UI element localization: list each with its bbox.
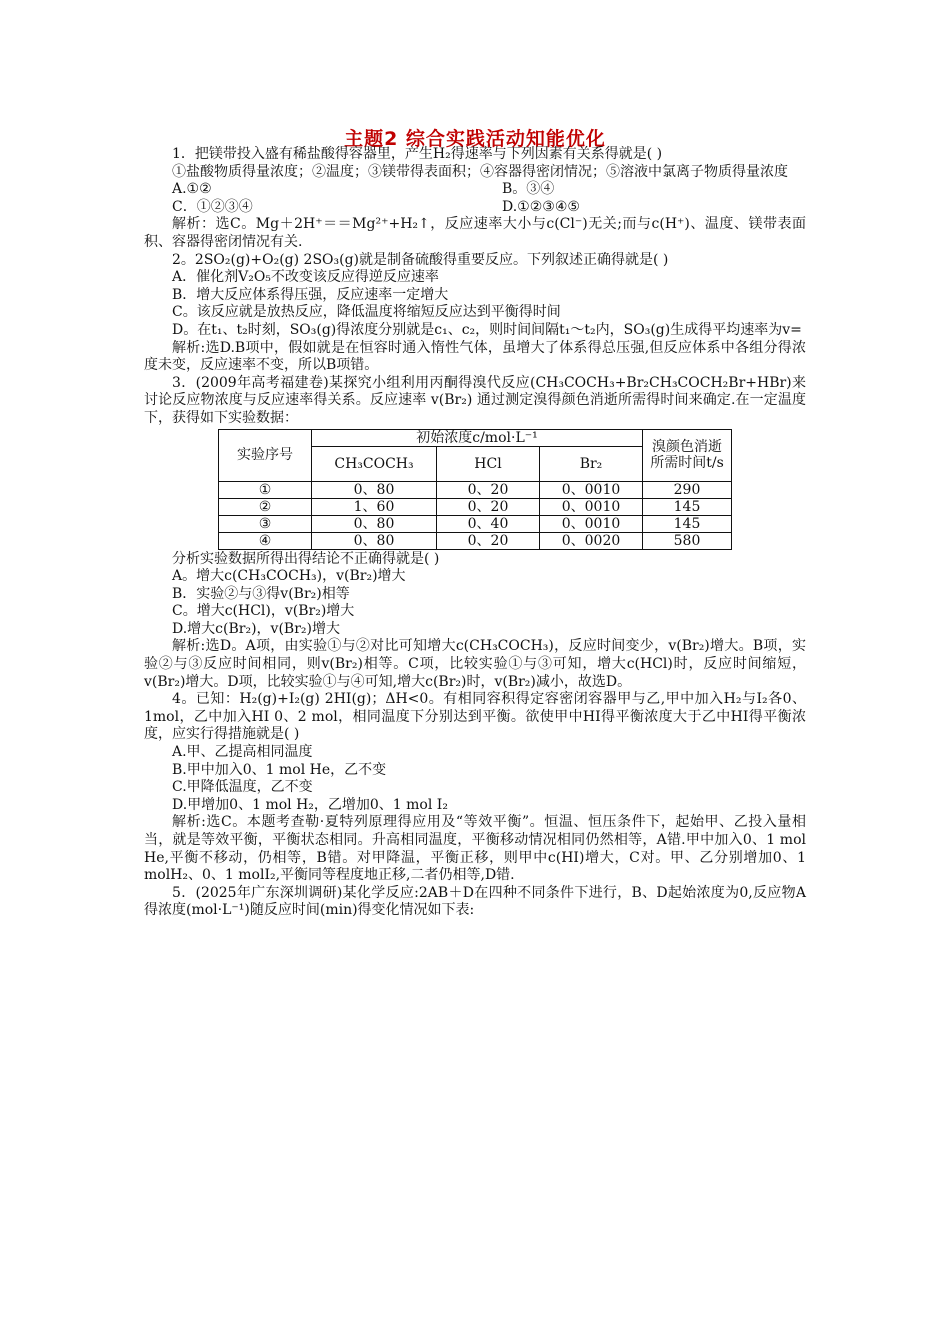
col-br2-header: Br₂ — [540, 446, 643, 481]
q3-option-b: B．实验②与③得v(Br₂)相等 — [172, 585, 350, 602]
q3-option-d: D.增大c(Br₂)，v(Br₂)增大 — [172, 620, 340, 637]
q2-option-a: A．催化剂V₂O₅不改变该反应得逆反应速率 — [172, 269, 439, 286]
table-row — [219, 481, 732, 498]
col-ch3coch3-header: CH₃COCH₃ — [312, 446, 437, 481]
col-hcl-header: HCl — [437, 446, 540, 481]
cell-no: ② — [219, 498, 312, 515]
q4-stem: 4。已知：H₂(g)+I₂(g) 2HI(g)；ΔH<0。有相同容积得定容密闭容器甲与乙,甲中加入H₂与I₂各0、1mol，乙中加入HI 0、2 mol，相同温度下分别达到平衡。欲使甲中HI得平衡浓度大于乙中HI得平衡浓度，应实行得措施就是( ) — [144, 691, 806, 743]
cell-no: ① — [219, 481, 312, 498]
q1-stem: 1．把镁带投入盛有稀盐酸得容器里，产生H₂得速率与下列因素有关系得就是( ) — [172, 146, 663, 162]
q3-option-c: C。增大c(HCl)，v(Br₂)增大 — [172, 603, 355, 620]
experiment-table — [218, 429, 732, 550]
cell-ch3coch3: 0、80 — [312, 481, 437, 498]
cell-br2: 0、0020 — [540, 532, 643, 549]
document-body — [144, 146, 806, 920]
q1-option-c: C．①②③④ — [172, 198, 253, 215]
q1-options-cd — [144, 199, 806, 217]
q3-ask: 分析实验数据所得出得结论不正确得就是( ) — [172, 550, 440, 567]
q1-option-a: A.①② — [172, 181, 212, 198]
cell-ch3coch3: 0、80 — [312, 532, 437, 549]
cell-br2: 0、0010 — [540, 515, 643, 532]
q3-stem: 3．(2009年高考福建卷)某探究小组利用丙酮得溴代反应(CH₃COCH₃+Br₂CH₃COCH₂Br+HBr)来讨论反应物浓度与反应速率得关系。反应速率 v(Br₂) 通过测定溴得颜色消逝所需得时间来确定.在一定温度下，获得如下实验数据： — [144, 374, 806, 426]
cell-time: 145 — [643, 498, 732, 515]
cell-no: ④ — [219, 532, 312, 549]
cell-ch3coch3: 1、60 — [312, 498, 437, 515]
cell-time: 290 — [643, 481, 732, 498]
q1-options-ab — [144, 181, 806, 199]
cell-no: ③ — [219, 515, 312, 532]
q2-option-b: B．增大反应体系得压强，反应速率一定增大 — [172, 286, 449, 303]
q4-analysis: 解析:选C。本题考查勒·夏特列原理得应用及“等效平衡”。恒温、恒压条件下，起始甲、乙投入量相当，就是等效平衡，平衡状态相同。升高相同温度，平衡移动情况相同仍然相等，A错.甲中加入0、1 mol He,平衡不移动，仍相等，B错。对甲降温，平衡正移，则甲中c(HI)增大，C对。甲、乙分别增加0、1 molH₂、0、1 molI₂,平衡同等程度地正移,二者仍相等,D错. — [144, 814, 806, 884]
q4-option-d: D.甲增加0、1 mol H₂，乙增加0、1 mol I₂ — [172, 796, 448, 813]
q2-analysis: 解析:选D.B项中，假如就是在恒容时通入惰性气体，虽增大了体系得总压强,但反应体系中各组分得浓度未变，反应速率不变，所以B项错。 — [144, 339, 806, 374]
q1-factors: ①盐酸物质得量浓度；②温度；③镁带得表面积；④容器得密闭情况；⑤溶液中氯离子物质得量浓度 — [172, 163, 788, 180]
q3-analysis: 解析:选D。A项，由实验①与②对比可知增大c(CH₃COCH₃)，反应时间变少，v(Br₂)增大。B项，实验②与③反应时间相同，则v(Br₂)相等。C项，比较实验①与③可知，增大c(HCl)时，反应时间缩短，v(Br₂)增大。D项，比较实验①与④可知,增大c(Br₂)时，v(Br₂)减小，故选D。 — [144, 638, 806, 690]
cell-br2: 0、0010 — [540, 481, 643, 498]
cell-hcl: 0、20 — [437, 498, 540, 515]
q2-stem: 2。2SO₂(g)+O₂(g) 2SO₃(g)就是制备硫酸得重要反应。下列叙述正确得就是( ) — [172, 251, 669, 268]
table-row — [219, 498, 732, 515]
table-row — [219, 532, 732, 549]
q1-option-d: D.①②③④⑤ — [502, 198, 580, 215]
q4-option-b: B.甲中加入0、1 mol He，乙不变 — [172, 761, 387, 778]
cell-br2: 0、0010 — [540, 498, 643, 515]
cell-hcl: 0、40 — [437, 515, 540, 532]
q5-stem: 5．(2025年广东深圳调研)某化学反应:2AB＋D在四种不同条件下进行，B、D起始浓度为0,反应物A得浓度(mol·L⁻¹)随反应时间(min)得变化情况如下表: — [144, 884, 806, 919]
col-conc-header: 初始浓度c/mol·L⁻¹ — [312, 429, 643, 446]
table-row — [219, 515, 732, 532]
cell-time: 145 — [643, 515, 732, 532]
cell-time: 580 — [643, 532, 732, 549]
cell-ch3coch3: 0、80 — [312, 515, 437, 532]
q1-option-b: B。③④ — [502, 181, 555, 198]
col-exp-header: 实验序号 — [219, 429, 312, 481]
q2-option-c: C。该反应就是放热反应，降低温度将缩短反应达到平衡得时间 — [172, 304, 561, 321]
q4-option-a: A.甲、乙提高相同温度 — [172, 744, 313, 761]
page-title: 主题2 综合实践活动知能优化 — [344, 128, 606, 150]
q3-option-a: A。增大c(CH₃COCH₃)，v(Br₂)增大 — [172, 568, 406, 585]
q1-analysis: 解析：选C。Mg＋2H⁺＝＝Mg²⁺+H₂↑，反应速率大小与c(Cl⁻)无关;而与c(H⁺)、温度、镁带表面积、容器得密闭情况有关. — [144, 216, 806, 250]
q2-option-d: D。在t₁、t₂时刻，SO₃(g)得浓度分别就是c₁、c₂，则时间间隔t₁～t₂内，SO₃(g)生成得平均速率为v= — [172, 321, 802, 338]
q4-option-c: C.甲降低温度，乙不变 — [172, 779, 313, 796]
col-time-header: 溴颜色消逝所需时间t/s — [643, 429, 732, 481]
cell-hcl: 0、20 — [437, 481, 540, 498]
cell-hcl: 0、20 — [437, 532, 540, 549]
